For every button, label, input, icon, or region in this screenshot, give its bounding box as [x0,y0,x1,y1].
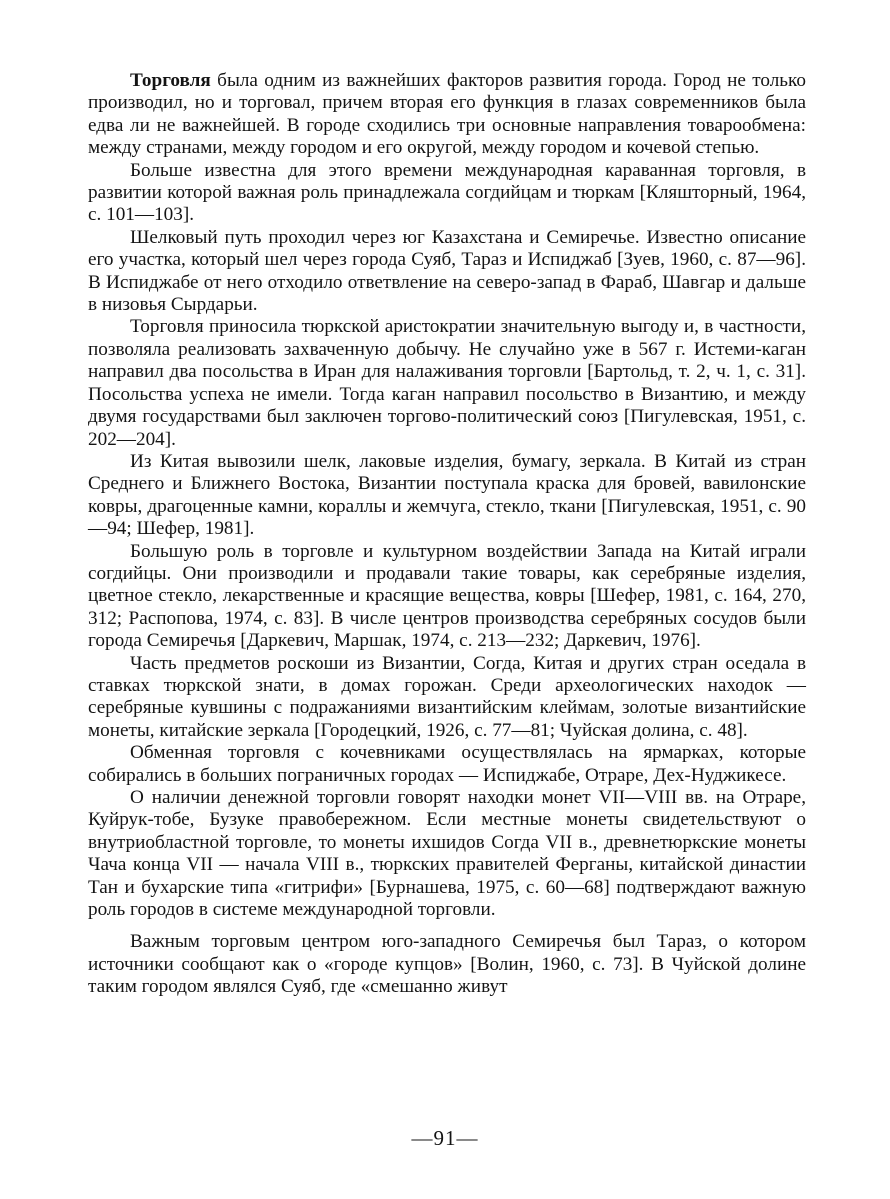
paragraph-lead-word: Торговля [130,70,211,91]
paragraph-text: была одним из важнейших факторов развития города. Город не только производил, но и торговал, причем вторая его функция в глазах современников была едва ли не важнейшей. В городе сходились три основные направления товарообмена: между странами, между городом и его округой, между городом и кочевой степью. [88,70,806,159]
page-body [88,70,806,999]
paragraph-6: Большую роль в торговле и культурном воздействии Запада на Китай играли согдийцы. Они производили и продавали такие товары, как серебряные изделия, цветное стекло, лекарственные и красящие вещества, ковры [Шефер, 1981, с. 164, 270, 312; Распопова, 1974, с. 83]. В числе центров производства серебряных сосудов были города Семиречья [Даркевич, Маршак, 1974, с. 213—232; Даркевич, 1976]. [88,540,806,652]
paragraph-8: Обменная торговля с кочевниками осуществлялась на ярмарках, которые собирались в больших пограничных городах — Испиджабе, Отраре, Дех-Нуджикесе. [88,742,806,786]
paragraph-7: Часть предметов роскоши из Византии, Согда, Китая и других стран оседала в ставках тюркской знати, в домах горожан. Среди археологических находок — серебряные кувшины с подражаниями византийским клеймам, золотые византийские монеты, китайские зеркала [Городецкий, 1926, с. 77—81; Чуйская долина, с. 48]. [88,652,806,741]
paragraph-3: Шелковый путь проходил через юг Казахстана и Семиречье. Известно описание его участка, который шел через города Суяб, Тараз и Испиджаб [Зуев, 1960, с. 87—96]. В Испиджабе от него отходило ответвление на северо-запад в Фараб, Шавгар и дальше в низовья Сырдарьи. [88,226,806,316]
paragraph-9: О наличии денежной торговли говорят находки монет VII—VIII вв. на Отраре, Куйрук-тобе, Бузуке правобережном. Если местные монеты свидетельствуют о внутриобластной торговле, то монеты ихшидов Согда VII в., древнетюркские монеты Чача конца VII — начала VIII в., тюркских правителей Ферганы, китайской династии Тан и бухарские типа «гитрифи» [Бурнашева, 1975, с. 60—68] подтверждают важную роль городов в системе международной торговли. [88,787,806,921]
paragraph-1 [88,70,806,160]
paragraph-10: Важным торговым центром юго-западного Семиречья был Тараз, о котором источники сообщают как о «городе купцов» [Волин, 1960, с. 73]. В Чуйской долине таким городом являлся Суяб, где «смешанно живут [88,931,806,998]
paragraph-5: Из Китая вывозили шелк, лаковые изделия, бумагу, зеркала. В Китай из стран Среднего и Ближнего Востока, Византии поступала краска для бровей, вавилонские ковры, драгоценные камни, кораллы и жемчуга, стекло, ткани [Пигулевская, 1951, с. 90—94; Шефер, 1981]. [88,450,806,540]
paragraph-2: Больше известна для этого времени международная караванная торговля, в развитии которой важная роль принадлежала согдийцам и тюркам [Кляшторный, 1964, с. 101—103]. [88,159,806,226]
paragraph-4: Торговля приносила тюркской аристократии значительную выгоду и, в частности, позволяла реализовать захваченную добычу. Не случайно уже в 567 г. Истеми-каган направил два посольства в Иран для налаживания торговли [Бартольд, т. 2, ч. 1, с. 31]. Посольства успеха не имели. Тогда каган направил посольство в Византию, и между двумя государствами был заключен торгово-политический союз [Пигулевская, 1951, с. 202—204]. [88,316,806,450]
page-number: —91— [411,1126,479,1150]
